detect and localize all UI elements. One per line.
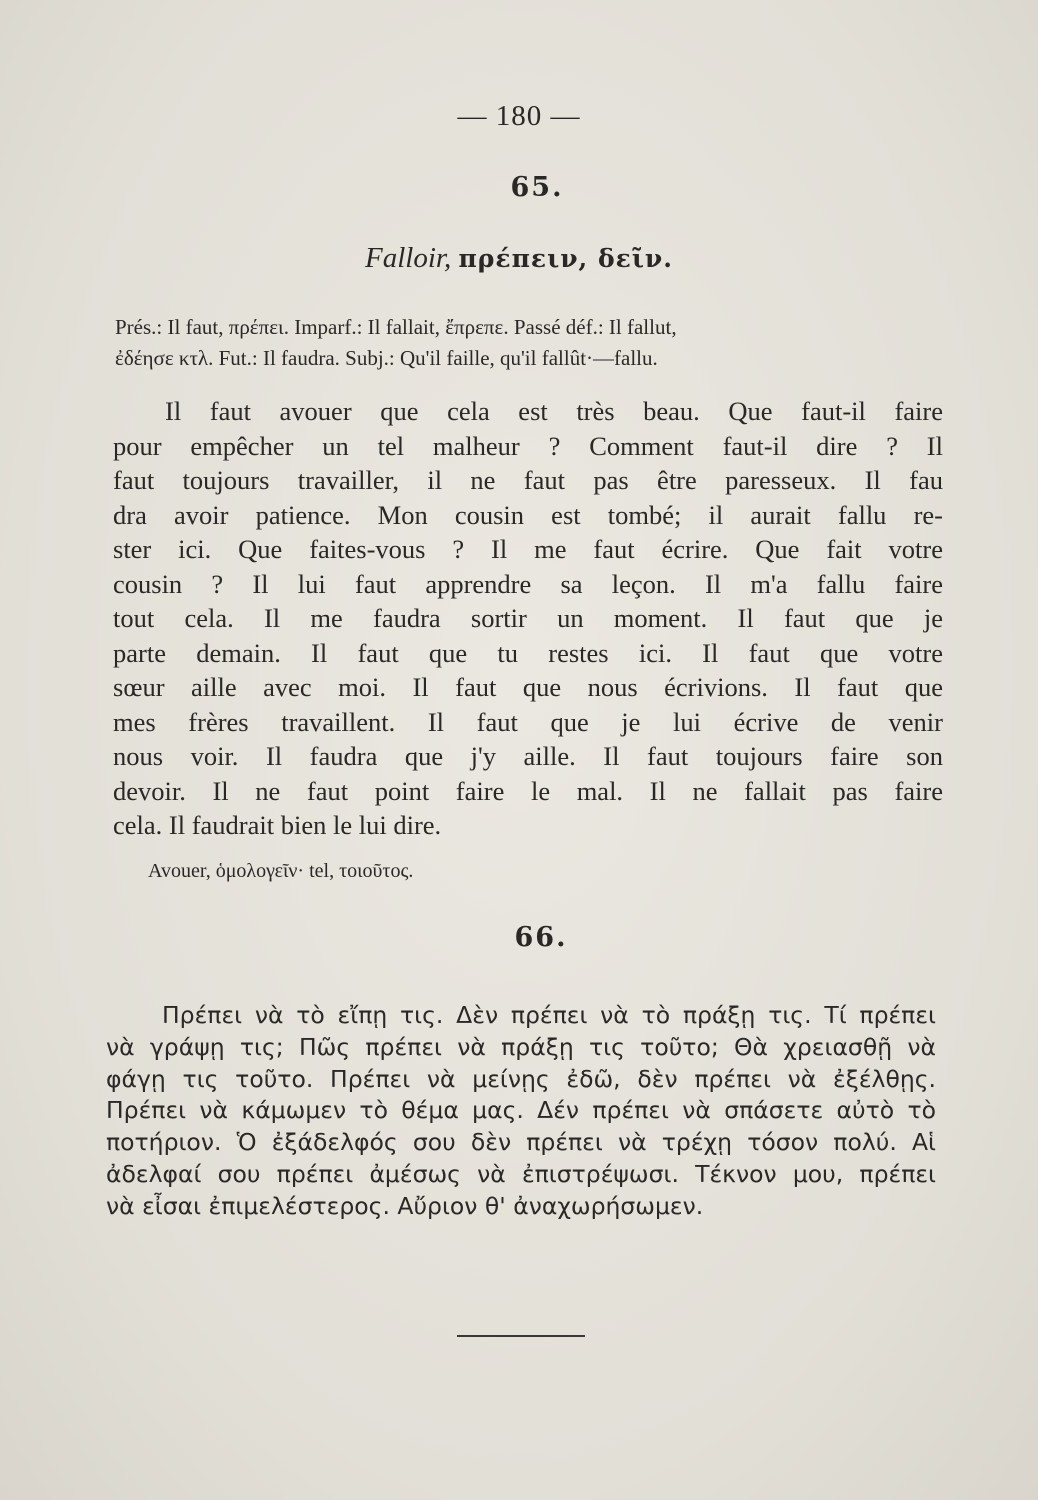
exercise-line: tout cela. Il me faudra sortir un moment. Il faut que je bbox=[113, 603, 943, 633]
exercise-line: dra avoir patience. Mon cousin est tombé; il aurait fallu re- bbox=[113, 499, 943, 530]
exercise-line: devoir. Il ne faut point faire le mal. Il ne fallait pas faire bbox=[113, 775, 943, 806]
greek-line: νὰ εἶσαι ἐπιμελέστερος. Αὔριον θ' ἀναχωρήσωμεν. bbox=[106, 1191, 704, 1220]
greek-line: ἀδελφαί σου πρέπει ἀμέσως νὰ ἐπιστρέψωσι. Τέκνον μου, πρέπει bbox=[106, 1159, 936, 1188]
exercise-line: nous voir. Il faudra que j'y aille. Il faut toujours faire son bbox=[113, 741, 943, 771]
vocabulary-note: Avouer, ὁμολογεῖν· tel, τοιοῦτος. bbox=[148, 860, 414, 882]
exercise-line: Il faut avouer que cela est très beau. Que faut-il faire bbox=[165, 396, 943, 426]
lesson-title bbox=[0, 242, 1038, 275]
greek-line: φάγῃ τις τοῦτο. Πρέπει νὰ μείνῃς ἐδῶ, δὲν πρέπει νὰ ἐξέλθῃς. bbox=[106, 1064, 936, 1093]
greek-exercise bbox=[106, 1000, 936, 1223]
conjugation-line: Prés.: Il faut, πρέπει. Imparf.: Il fallait, ἔπρεπε. Passé déf.: Il fallut, bbox=[115, 315, 677, 339]
exercise-line: mes frères travaillent. Il faut que je lui écrive de venir bbox=[113, 706, 943, 737]
exercise-line: parte demain. Il faut que tu restes ici. Il faut que votre bbox=[113, 637, 943, 668]
exercise-line: cousin ? Il lui faut apprendre sa leçon. Il m'a fallu faire bbox=[113, 568, 943, 599]
exercise-line: cela. Il faudrait bien le lui dire. bbox=[113, 810, 442, 840]
exercise-line: sœur aille avec moi. Il faut que nous écrivions. Il faut que bbox=[113, 672, 943, 702]
section-number-65: 65. bbox=[510, 172, 564, 203]
lesson-title-greek: πρέπειν, δεῖν. bbox=[458, 244, 673, 273]
lesson-title-french: Falloir, bbox=[365, 242, 452, 274]
french-exercise bbox=[113, 394, 943, 843]
greek-line: νὰ γράψῃ τις; Πῶς πρέπει νὰ πράξῃ τις τοῦτο; Θὰ χρειασθῇ νὰ bbox=[106, 1032, 936, 1061]
page-number: — 180 — bbox=[457, 100, 581, 132]
greek-line: Πρέπει νὰ τὸ εἴπῃ τις. Δὲν πρέπει νὰ τὸ πράξῃ τις. Τί πρέπει bbox=[162, 1001, 936, 1029]
section-divider-rule bbox=[457, 1335, 585, 1337]
exercise-line: faut toujours travailler, il ne faut pas être paresseux. Il fau bbox=[113, 465, 943, 495]
conjugation-note bbox=[115, 312, 945, 374]
greek-line: Πρέπει νὰ κάμωμεν τὸ θέμα μας. Δέν πρέπει νὰ σπάσετε αὐτὸ τὸ bbox=[106, 1096, 936, 1125]
exercise-line: ster ici. Que faites-vous ? Il me faut écrire. Que fait votre bbox=[113, 534, 943, 564]
greek-line: ποτήριον. Ὁ ἐξάδελφός σου δὲν πρέπει νὰ τρέχῃ τόσον πολύ. Αἱ bbox=[106, 1128, 936, 1157]
conjugation-line: ἐδέησε κτλ. Fut.: Il faudra. Subj.: Qu'il faille, qu'il fallût·—fallu. bbox=[115, 346, 658, 370]
section-number-66: 66. bbox=[514, 922, 568, 953]
exercise-line: pour empêcher un tel malheur ? Comment faut-il dire ? Il bbox=[113, 430, 943, 461]
